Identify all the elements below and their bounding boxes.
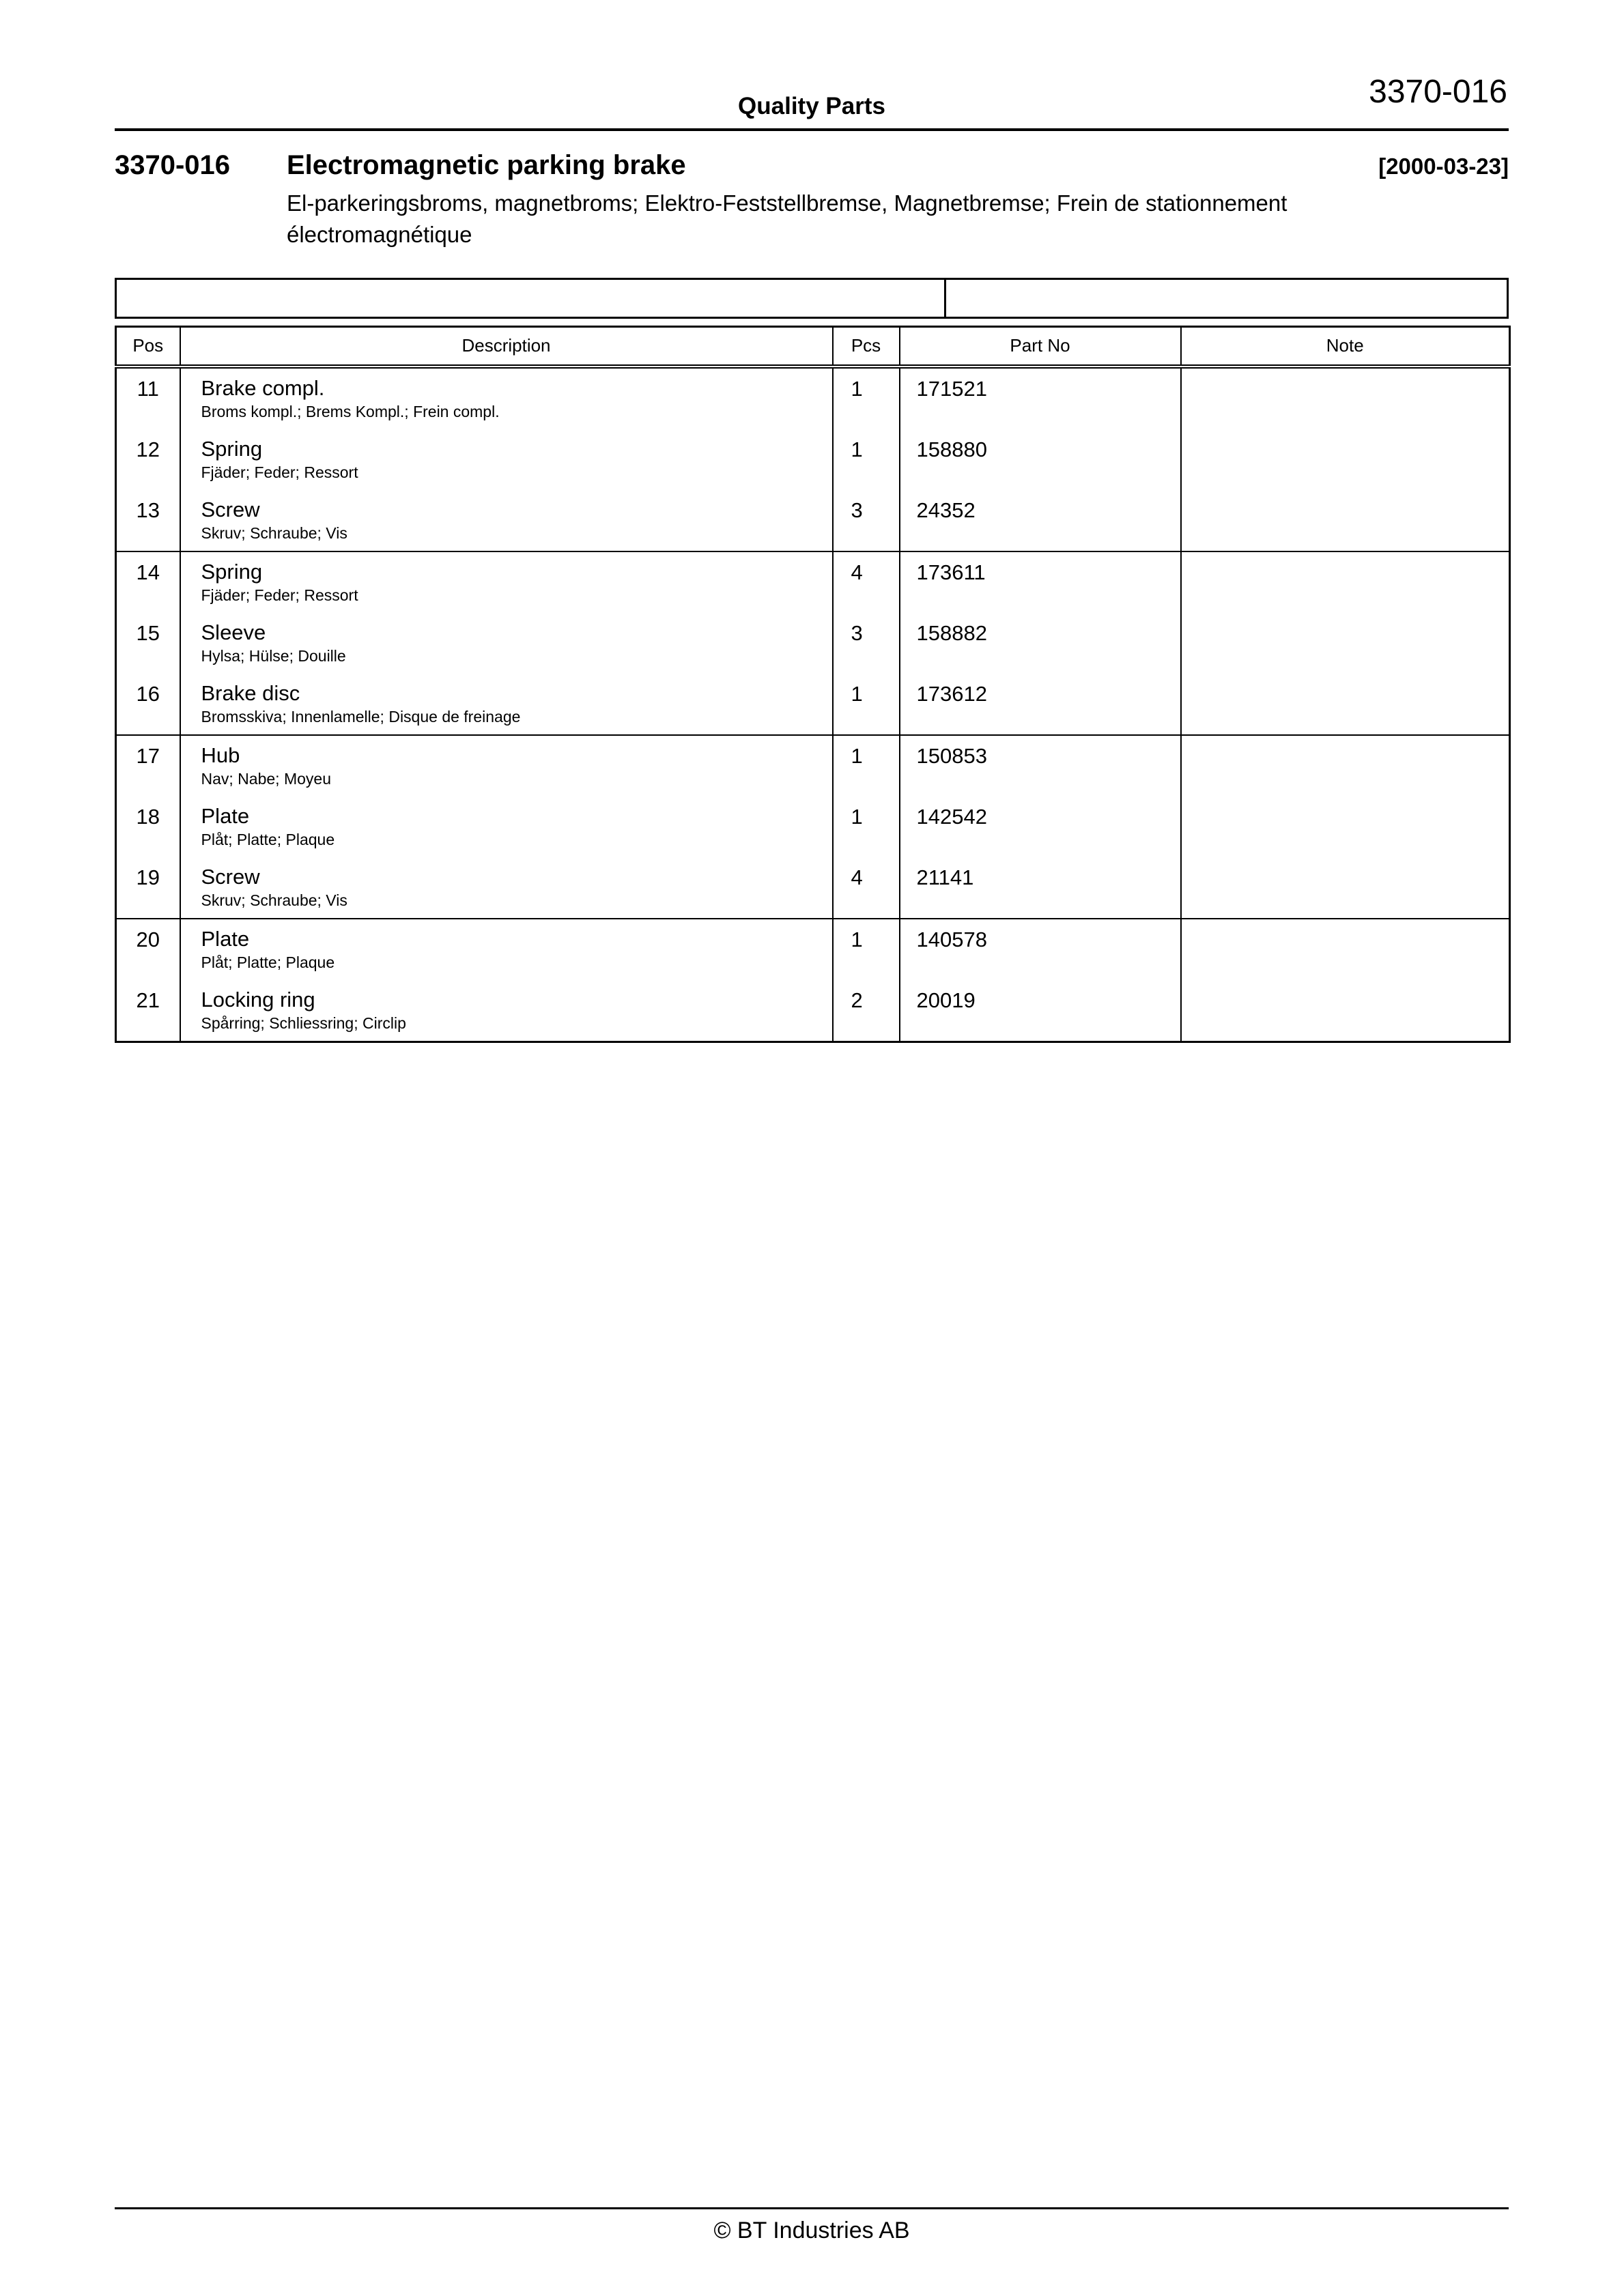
note-cell (1181, 551, 1510, 613)
pcs-cell: 1 (833, 735, 900, 797)
description-main: Brake compl. (201, 375, 325, 400)
header-brand: Quality Parts (738, 93, 885, 119)
page-content (115, 0, 1509, 1043)
pos-cell: 20 (136, 927, 160, 951)
pcs-cell: 4 (833, 551, 900, 613)
pos-cell: 19 (136, 865, 160, 889)
note-cell (1181, 490, 1510, 551)
description-translations: Plåt; Platte; Plaque (201, 830, 335, 848)
title-row (115, 150, 1509, 181)
description-cell (180, 613, 833, 674)
description-main: Spring (201, 436, 263, 461)
description-cell (180, 429, 833, 490)
table-row (116, 735, 1510, 797)
column-header-note: Note (1181, 327, 1510, 367)
pcs-cell: 1 (833, 429, 900, 490)
part-no-cell: 173611 (900, 551, 1181, 613)
pos-cell: 13 (136, 498, 160, 522)
part-no-cell: 171521 (900, 367, 1181, 429)
part-no-cell: 158882 (900, 613, 1181, 674)
parts-group (116, 919, 1510, 1042)
description-translations: Nav; Nabe; Moyeu (201, 769, 331, 788)
description-main: Locking ring (201, 987, 315, 1011)
description-cell (180, 367, 833, 429)
description-main: Screw (201, 864, 260, 889)
description-main: Screw (201, 497, 260, 521)
pos-cell: 18 (136, 804, 160, 829)
note-cell (1181, 857, 1510, 919)
note-cell (1181, 980, 1510, 1042)
part-no-cell: 150853 (900, 735, 1181, 797)
description-cell (180, 980, 833, 1042)
column-header-pos: Pos (116, 327, 180, 367)
note-cell (1181, 429, 1510, 490)
table-row (116, 919, 1510, 980)
pos-cell: 16 (136, 681, 160, 706)
note-cell (1181, 613, 1510, 674)
table-row (116, 857, 1510, 919)
revision-date: [2000-03-23] (1378, 154, 1509, 179)
part-no-cell: 20019 (900, 980, 1181, 1042)
parts-group (116, 735, 1510, 919)
pos-cell: 12 (136, 437, 160, 461)
pcs-cell: 1 (833, 674, 900, 735)
description-translations: Skruv; Schraube; Vis (201, 891, 347, 909)
parts-table-header (116, 327, 1510, 367)
pcs-cell: 3 (833, 490, 900, 551)
description-translations: Bromsskiva; Innenlamelle; Disque de freinage (201, 707, 521, 726)
table-row (116, 797, 1510, 857)
description-main: Spring (201, 559, 263, 584)
description-translations: Spårring; Schliessring; Circlip (201, 1014, 406, 1032)
description-cell (180, 490, 833, 551)
pcs-cell: 1 (833, 797, 900, 857)
table-row (116, 674, 1510, 735)
pcs-cell: 4 (833, 857, 900, 919)
description-cell (180, 551, 833, 613)
note-cell (1181, 797, 1510, 857)
description-translations: Skruv; Schraube; Vis (201, 523, 347, 542)
description-cell (180, 735, 833, 797)
pos-cell: 11 (137, 376, 159, 401)
footer-copyright: © BT Industries AB (713, 2218, 910, 2243)
description-main: Plate (201, 803, 250, 828)
pos-cell: 15 (136, 620, 160, 645)
table-top-left-cell (117, 280, 946, 317)
parts-table (115, 326, 1511, 1043)
column-header-description: Description (180, 327, 833, 367)
table-row (116, 980, 1510, 1042)
table-row (116, 613, 1510, 674)
title-translations-line1: El-parkeringsbroms, magnetbroms; Elektro-Feststellbremse, Magnetbremse; Frein de stationnement (287, 190, 1287, 216)
description-cell (180, 797, 833, 857)
parts-group (116, 551, 1510, 735)
note-cell (1181, 367, 1510, 429)
table-top-box (115, 278, 1509, 319)
parts-group (116, 367, 1510, 551)
pcs-cell: 3 (833, 613, 900, 674)
table-row (116, 551, 1510, 613)
description-main: Hub (201, 743, 240, 767)
description-translations: Fjäder; Feder; Ressort (201, 463, 358, 481)
table-row (116, 367, 1510, 429)
note-cell (1181, 735, 1510, 797)
page-footer (115, 2207, 1509, 2244)
page-title: Electromagnetic parking brake (287, 150, 686, 180)
table-top-right-cell (946, 280, 1507, 317)
description-translations: Plåt; Platte; Plaque (201, 953, 335, 971)
description-main: Plate (201, 926, 250, 951)
column-header-pcs: Pcs (833, 327, 900, 367)
table-row (116, 490, 1510, 551)
pcs-cell: 2 (833, 980, 900, 1042)
pos-cell: 14 (136, 560, 160, 584)
description-cell (180, 857, 833, 919)
column-header-partno: Part No (900, 327, 1181, 367)
part-no-cell: 140578 (900, 919, 1181, 980)
section-code: 3370-016 (115, 150, 231, 180)
description-translations: Hylsa; Hülse; Douille (201, 646, 346, 665)
part-no-cell: 142542 (900, 797, 1181, 857)
part-no-cell: 21141 (900, 857, 1181, 919)
title-translations (287, 188, 1509, 250)
pos-cell: 17 (136, 743, 160, 768)
description-cell (180, 674, 833, 735)
part-no-cell: 24352 (900, 490, 1181, 551)
note-cell (1181, 674, 1510, 735)
page-header (115, 0, 1509, 131)
description-translations: Fjäder; Feder; Ressort (201, 586, 358, 604)
description-main: Sleeve (201, 620, 266, 644)
part-no-cell: 158880 (900, 429, 1181, 490)
pcs-cell: 1 (833, 919, 900, 980)
note-cell (1181, 919, 1510, 980)
description-main: Brake disc (201, 680, 300, 705)
header-row (116, 327, 1510, 367)
title-translations-line2: électromagnétique (287, 222, 472, 247)
part-no-cell: 173612 (900, 674, 1181, 735)
pos-cell: 21 (136, 988, 160, 1012)
description-cell (180, 919, 833, 980)
header-section-number: 3370-016 (1369, 74, 1507, 110)
pcs-cell: 1 (833, 367, 900, 429)
parts-table-section (115, 278, 1509, 1043)
table-row (116, 429, 1510, 490)
description-translations: Broms kompl.; Brems Kompl.; Frein compl. (201, 402, 500, 420)
